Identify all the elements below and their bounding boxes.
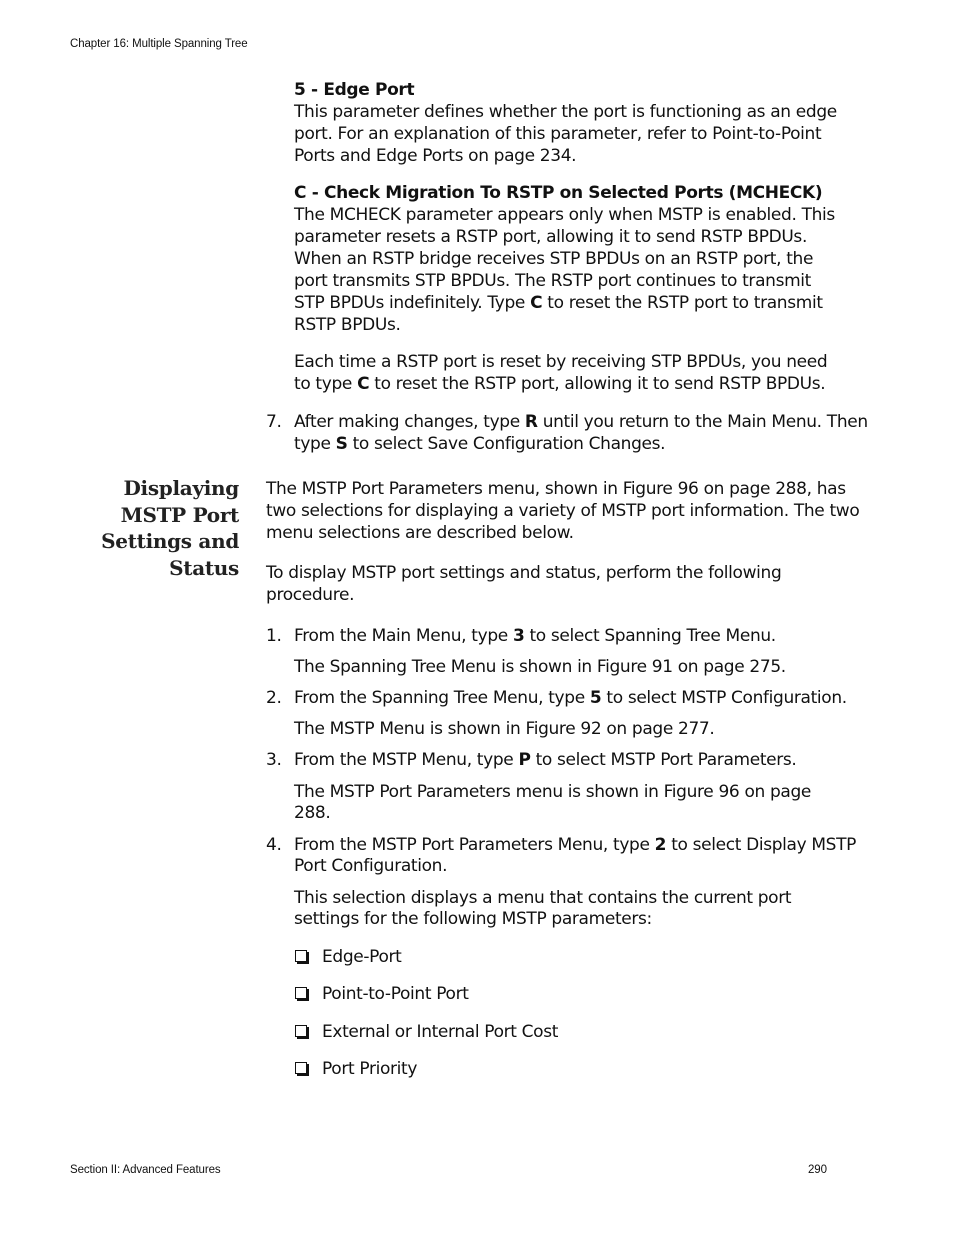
step-4-number: 4. [266,835,282,855]
section-heading [101,475,239,581]
edge-port-line-3: Ports and Edge Ports on page 234. [294,146,577,166]
mcheck-p2-line-1: Each time a RSTP port is reset by receiving STP BPDUs, you need [294,352,828,372]
step-2-text [294,687,847,709]
mcheck-line-1: The MCHECK parameter appears only when MSTP is enabled. This [294,205,835,225]
section-heading-line: Settings and [101,529,239,553]
text-run: STP BPDUs indefinitely. Type [294,293,531,313]
step-4-text-line-2: Port Configuration. [294,856,448,876]
step-4-note-line-2: settings for the following MSTP parameters: [294,909,652,929]
mcheck-line-5 [294,292,823,314]
step-3-text [294,749,796,771]
key-3: 3 [512,626,525,646]
page-number: 290 [808,1164,827,1176]
key-2: 2 [654,835,667,855]
step-1-text [294,625,776,647]
step-1-note: The Spanning Tree Menu is shown in Figure 91 on page 275. [294,657,786,677]
text-run: From the MSTP Menu, type [294,750,519,770]
step-7-number: 7. [266,412,282,432]
checkbox-bullet-icon [295,950,307,962]
text-run: From the MSTP Port Parameters Menu, type [294,835,655,855]
edge-port-line-1: This parameter defines whether the port is functioning as an edge [294,102,837,122]
step-7-line-1 [294,411,868,433]
text-run: to reset the RSTP port, allowing it to send RSTP BPDUs. [369,374,826,394]
text-run: to select MSTP Configuration. [601,688,847,708]
text-run: From the Spanning Tree Menu, type [294,688,590,708]
text-run: type [294,434,336,454]
key-r: R [524,412,538,432]
list-item-label: Edge-Port [322,947,402,967]
text-run: to select MSTP Port Parameters. [530,750,797,770]
mcheck-line-6: RSTP BPDUs. [294,315,401,335]
key-c: C [357,374,370,394]
key-5: 5 [589,688,602,708]
mcheck-line-2: parameter resets a RSTP port, allowing it to send RSTP BPDUs. [294,227,807,247]
list-item-label: Port Priority [322,1059,418,1079]
mcheck-line-3: When an RSTP bridge receives STP BPDUs on an RSTP port, the [294,249,814,269]
mcheck-p2-line-2 [294,373,825,395]
text-run: to type [294,374,358,394]
key-c: C [530,293,543,313]
text-run: until you return to the Main Menu. Then [537,412,868,432]
text-run: to select Save Configuration Changes. [347,434,666,454]
checkbox-bullet-icon [295,987,307,999]
key-p: P [518,750,531,770]
step-3-note-line-2: 288. [294,803,331,823]
step-3-note-line-1: The MSTP Port Parameters menu is shown in Figure 96 on page [294,782,812,802]
running-header: Chapter 16: Multiple Spanning Tree [70,38,248,50]
text-run: to select Display MSTP [666,835,857,855]
text-run: After making changes, type [294,412,525,432]
step-2-note: The MSTP Menu is shown in Figure 92 on page 277. [294,719,715,739]
procedure-line-2: procedure. [266,585,355,605]
procedure-line-1: To display MSTP port settings and status, perform the following [266,563,782,583]
step-3-number: 3. [266,750,282,770]
step-1-number: 1. [266,626,282,646]
step-7-line-2 [294,433,665,455]
edge-port-line-2: port. For an explanation of this parameter, refer to Point-to-Point [294,124,822,144]
step-2-number: 2. [266,688,282,708]
text-run: From the Main Menu, type [294,626,513,646]
intro-line-2: two selections for displaying a variety of MSTP port information. The two [266,501,860,521]
step-4-text [294,834,856,856]
intro-line-3: menu selections are described below. [266,523,574,543]
intro-line-1: The MSTP Port Parameters menu, shown in Figure 96 on page 288, has [266,479,846,499]
step-4-note-line-1: This selection displays a menu that contains the current port [294,888,792,908]
list-item-label: Point-to-Point Port [322,984,469,1004]
footer-section: Section II: Advanced Features [70,1164,221,1176]
text-run: to select Spanning Tree Menu. [524,626,776,646]
checkbox-bullet-icon [295,1062,307,1074]
section-heading-line: Status [169,555,239,580]
key-s: S [335,434,348,454]
text-run: to reset the RSTP port to transmit [542,293,823,313]
section-heading-line: MSTP Port [120,502,239,527]
checkbox-bullet-icon [295,1025,307,1037]
mcheck-heading: C - Check Migration To RSTP on Selected Ports (MCHECK) [294,183,823,203]
edge-port-heading: 5 - Edge Port [294,80,415,100]
section-heading-line: Displaying [123,476,239,500]
list-item-label: External or Internal Port Cost [322,1022,559,1042]
mcheck-line-4: port transmits STP BPDUs. The RSTP port continues to transmit [294,271,811,291]
